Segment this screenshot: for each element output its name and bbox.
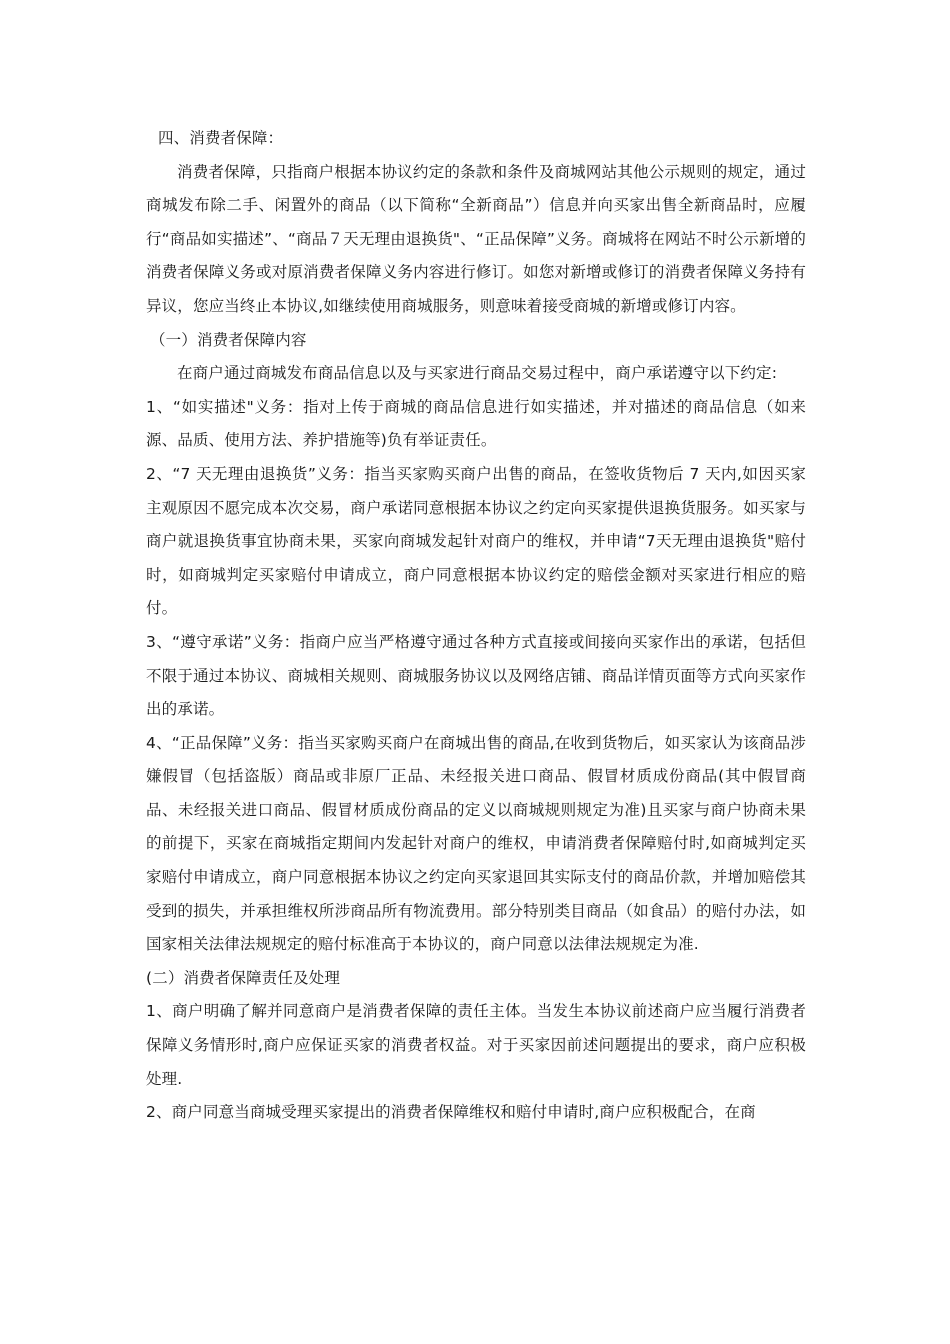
liability-item-2: 2、商户同意当商城受理买家提出的消费者保障维权和赔付申请时,商户应积极配合，在商 [146,1103,756,1122]
subsection-title-liability: (二）消费者保障责任及处理 [146,968,340,987]
subsection-title-content: （一）消费者保障内容 [150,330,307,349]
clause-item-4: 4、“正品保障”义务：指当买家购买商户在商城出售的商品,在收到货物后，如买家认为该商品涉嫌假冒（包括盗版）商品或非原厂正品、未经报关进口商品、假冒材质成份商品(其中假冒商品、未经报关进口商品、假冒材质成份商品的定义以商城规则规定为准)且买家与商户协商未果的前提下，买家在商城指定期间内发起针对商户的维权，申请消费者保障赔付时,如商城判定买家赔付申请成立，商户同意根据本协议之约定向买家退回其实际支付的商品价款，并增加赔偿其受到的损失，并承担维权所涉商品所有物流费用。部分特别类目商品（如食品）的赔付办法，如国家相关法律法规规定的赔付标准高于本协议的，商户同意以法律法规规定为准. [146,733,806,954]
subsection-intro-paragraph: 在商户通过商城发布商品信息以及与买家进行商品交易过程中，商户承诺遵守以下约定: [177,364,778,383]
section-title: 四、消费者保障： [158,129,284,147]
clause-item-3: 3、“遵守承诺”义务：指商户应当严格遵守通过各种方式直接或间接向买家作出的承诺，包括但不限于通过本协议、商城相关规则、商城服务协议以及网络店铺、商品详情页面等方式向买家作出的承诺。 [146,632,806,719]
clause-item-2: 2、“7 天无理由退换货”义务：指当买家购买商户出售的商品，在签收货物后 7 天内,如因买家主观原因不愿完成本次交易，商户承诺同意根据本协议之约定向买家提供退换货服务。如买家与商户就退换货事宜协商未果，买家向商城发起针对商户的维权，并申请“7天无理由退换货"赔付时，如商城判定买家赔付申请成立，商户同意根据本协议约定的赔偿金额对买家进行相应的赔付。 [146,464,806,618]
document-body [146,122,806,1130]
clause-item-1: 1、“如实描述"义务：指对上传于商城的商品信息进行如实描述，并对描述的商品信息（如来源、品质、使用方法、养护措施等)负有举证责任。 [146,397,806,450]
liability-item-1: 1、商户明确了解并同意商户是消费者保障的责任主体。当发生本协议前述商户应当履行消费者保障义务情形时,商户应保证买家的消费者权益。对于买家因前述问题提出的要求，商户应积极处理. [146,1002,806,1088]
intro-paragraph: 消费者保障，只指商户根据本协议约定的条款和条件及商城网站其他公示规则的规定，通过商城发布除二手、闲置外的商品（以下简称“全新商品”）信息并向买家出售全新商品时，应履行“商品如实描述”、“商品７天无理由退换货"、“正品保障”义务。商城将在网站不时公示新增的消费者保障义务或对原消费者保障义务内容进行修订。如您对新增或修订的消费者保障义务持有异议，您应当终止本协议,如继续使用商城服务，则意味着接受商城的新增或修订内容。 [146,162,806,315]
